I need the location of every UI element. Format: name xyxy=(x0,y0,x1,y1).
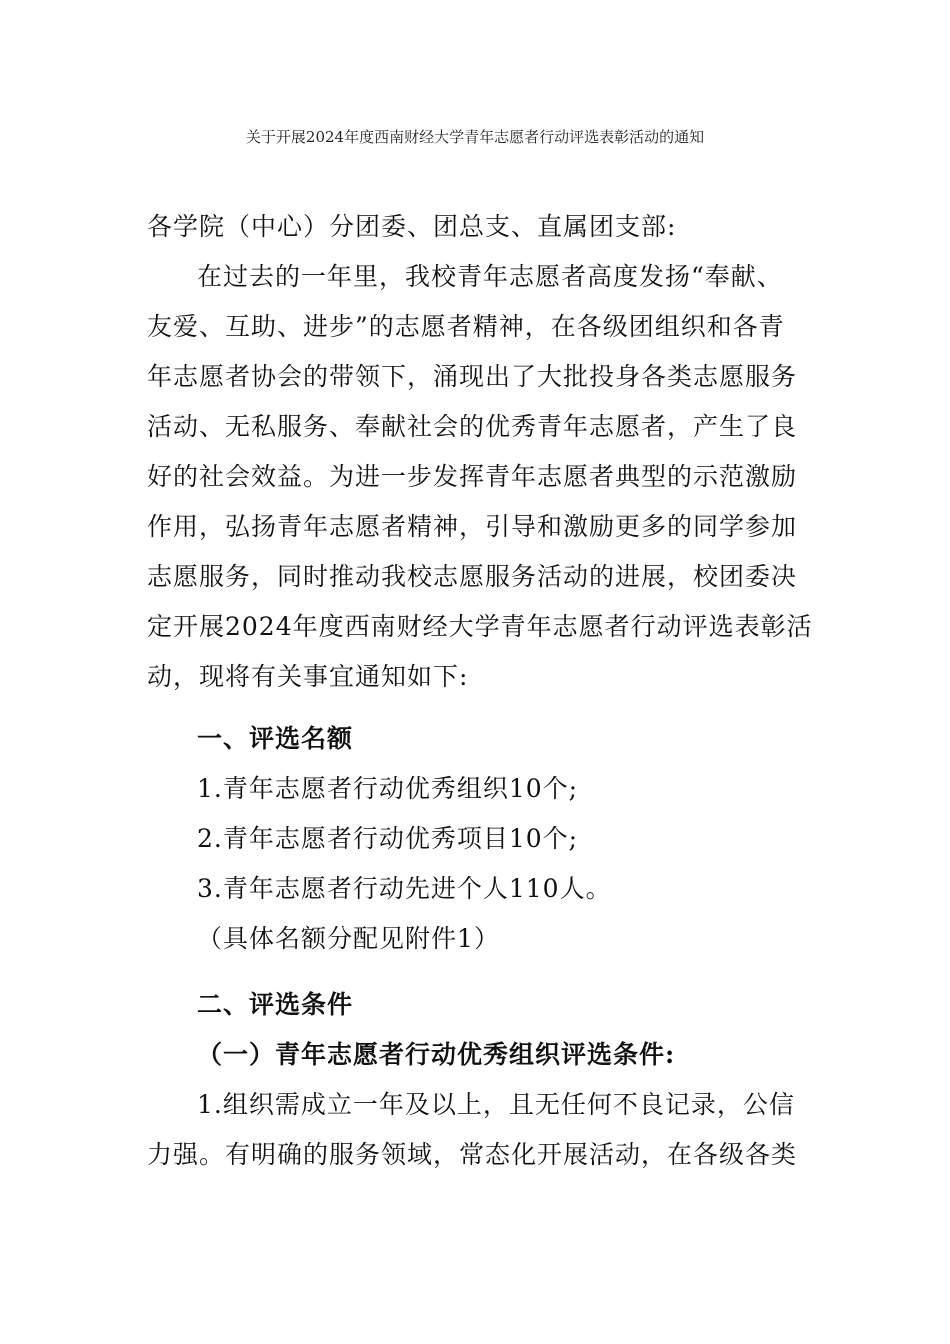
paragraph-line: 好的社会效益。为进一步发挥青年志愿者典型的示范激励 xyxy=(147,462,798,491)
subsection-heading: （一）青年志愿者行动优秀组织评选条件: xyxy=(197,1040,676,1069)
section-quota xyxy=(147,720,807,970)
section-heading: 二、评选条件 xyxy=(197,990,354,1019)
list-item: （具体名额分配见附件1） xyxy=(197,924,500,953)
list-item: 2.青年志愿者行动优秀项目10个; xyxy=(197,824,579,853)
section-heading: 一、评选名额 xyxy=(197,724,354,753)
salutation: 各学院（中心）分团委、团总支、直属团支部: xyxy=(147,212,677,241)
paragraph-line: 1.组织需成立一年及以上，且无任何不良记录，公信 xyxy=(197,1090,795,1119)
page-header: 关于开展2024年度西南财经大学青年志愿者行动评选表彰活动的通知 xyxy=(245,128,705,146)
list-item: 3.青年志愿者行动先进个人110人。 xyxy=(197,874,612,903)
paragraph-line: 友爱、互助、进步”的志愿者精神，在各级团组织和各青 xyxy=(147,312,785,341)
paragraph-line: 定开展2024年度西南财经大学青年志愿者行动评选表彰活 xyxy=(147,612,813,641)
paragraph-line: 在过去的一年里，我校青年志愿者高度发扬“奉献、 xyxy=(197,262,783,291)
paragraph-line: 年志愿者协会的带领下，涌现出了大批投身各类志愿服务 xyxy=(147,362,798,391)
document-body xyxy=(147,208,813,1186)
paragraph-line: 活动、无私服务、奉献社会的优秀青年志愿者，产生了良 xyxy=(147,412,798,441)
paragraph-line: 志愿服务，同时推动我校志愿服务活动的进展，校团委决 xyxy=(147,562,798,591)
intro-paragraph xyxy=(147,258,813,708)
paragraph-line: 动，现将有关事宜通知如下: xyxy=(147,662,469,691)
list-item: 1.青年志愿者行动优秀组织10个; xyxy=(197,774,579,803)
paragraph-line: 作用，弘扬青年志愿者精神，引导和激励更多的同学参加 xyxy=(147,512,798,541)
section-criteria xyxy=(147,986,807,1186)
paragraph-line: 力强。有明确的服务领域，常态化开展活动，在各级各类 xyxy=(147,1140,798,1169)
